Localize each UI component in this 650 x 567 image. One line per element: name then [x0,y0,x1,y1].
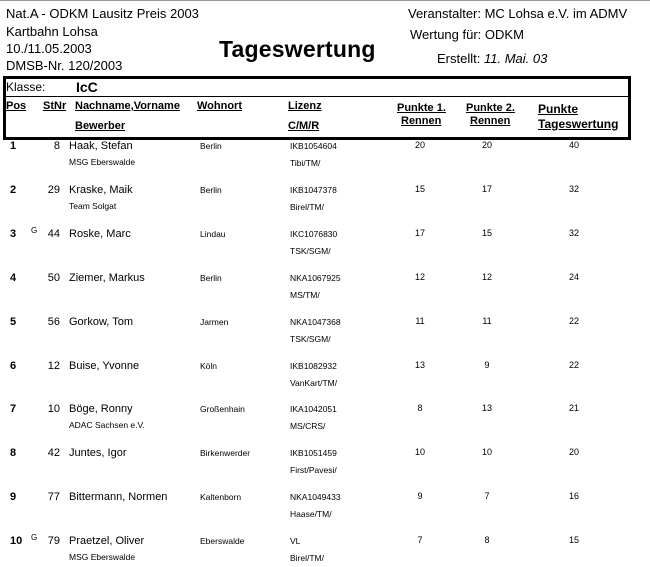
klasse-label: Klasse: [6,80,46,94]
row-name: Gorkow, Tom [69,316,133,328]
row-points-total: 32 [568,184,579,194]
row-points-total: 21 [568,403,579,413]
document-title: Tageswertung [219,36,376,62]
row-stnr: 29 [47,184,60,196]
row-stnr: 50 [47,272,60,284]
row-points-race1: 8 [417,403,423,413]
row-wohnort: Jarmen [200,317,229,327]
row-stnr: 56 [47,316,60,328]
row-wohnort: Berlin [200,141,222,151]
row-g-mark: G [31,533,38,542]
row-pos: 9 [10,491,17,503]
klasse-value: IcC [76,79,98,95]
organizer: Veranstalter: MC Lohsa e.V. im ADMV [408,6,628,21]
row-stnr: 12 [47,360,60,372]
row-points-total: 16 [568,491,579,501]
col-total-line1: Punkte [538,102,579,116]
row-cmr: Haase/TM/ [290,509,332,519]
row-wohnort: Köln [200,361,218,371]
row-cmr: Birel/TM/ [290,553,324,563]
col-p1-line2: Rennen [401,115,442,127]
row-bewerber: Team Solgat [69,201,117,211]
row-name: Ziemer, Markus [69,272,145,284]
col-cmr: C/M/R [288,120,320,132]
row-wohnort: Berlin [200,185,222,195]
row-name: Praetzel, Oliver [69,535,145,547]
row-stnr: 44 [47,228,60,240]
row-stnr: 8 [53,140,60,152]
col-p1-line1: Punkte 1. [397,102,446,114]
row-name: Bittermann, Normen [69,491,168,503]
row-name: Kraske, Maik [69,184,133,196]
row-stnr: 79 [47,535,60,547]
venue: Kartbahn Lohsa [6,24,98,39]
row-points-race1: 17 [414,228,425,238]
row-wohnort: Birkenwerder [200,448,251,458]
row-bewerber: ADAC Sachsen e.V. [69,420,145,430]
row-cmr: TSK/SGM/ [290,334,331,344]
row-cmr: MS/CRS/ [290,421,326,431]
row-pos: 6 [10,360,17,372]
row-lizenz: NKA1067925 [290,273,341,283]
created-date: 11. Mai. 03 [483,51,548,66]
col-pos: Pos [6,100,27,112]
event-title: Nat.A - ODKM Lausitz Preis 2003 [6,6,199,21]
row-pos: 8 [10,447,17,459]
row-wohnort: Kaltenborn [200,492,242,502]
row-points-race2: 8 [484,535,490,545]
row-points-race2: 9 [484,360,490,370]
dmsb-number: DMSB-Nr. 120/2003 [6,58,123,73]
row-points-race2: 20 [481,140,492,150]
created-line [437,51,547,66]
row-bewerber: MSG Eberswalde [69,552,136,562]
row-cmr: First/Pavesi/ [290,465,337,475]
row-points-race1: 20 [414,140,425,150]
rating-for: Wertung für: ODKM [410,27,524,42]
created-label: Erstellt: [437,51,481,66]
top-border-line [0,0,650,1]
klasse-divider [3,96,628,97]
row-name: Haak, Stefan [69,140,133,152]
row-g-mark: G [31,226,38,235]
row-points-race1: 10 [414,447,425,457]
col-name: Nachname,Vorname [75,100,180,112]
row-cmr: VanKart/TM/ [290,378,338,388]
row-points-total: 20 [568,447,579,457]
row-wohnort: Lindau [200,229,226,239]
row-points-race2: 7 [484,491,490,501]
row-points-race2: 11 [482,316,492,326]
row-pos: 1 [10,140,17,152]
col-wohnort: Wohnort [197,100,243,112]
row-points-total: 24 [568,272,579,282]
row-stnr: 77 [47,491,60,503]
row-cmr: Birel/TM/ [290,202,324,212]
row-pos: 3 [10,228,17,240]
row-points-race1: 15 [414,184,425,194]
row-wohnort: Eberswalde [200,536,245,546]
row-points-race2: 12 [481,272,492,282]
row-pos: 10 [10,535,23,547]
row-lizenz: NKA1047368 [290,317,341,327]
row-points-total: 22 [568,316,579,326]
row-name: Buise, Yvonne [69,360,140,372]
row-lizenz: IKB1051459 [290,448,337,458]
col-p2-line2: Rennen [470,115,511,127]
row-pos: 4 [10,272,17,284]
row-points-race1: 12 [414,272,425,282]
row-lizenz: IKB1047378 [290,185,337,195]
row-bewerber: MSG Eberswalde [69,157,136,167]
row-points-total: 40 [568,140,579,150]
row-points-race2: 17 [481,184,492,194]
row-points-race2: 13 [481,403,492,413]
row-stnr: 42 [47,447,60,459]
row-pos: 5 [10,316,17,328]
row-points-race1: 7 [417,535,423,545]
col-stnr: StNr [43,100,67,112]
row-points-total: 32 [568,228,579,238]
row-stnr: 10 [47,403,60,415]
row-pos: 7 [10,403,17,415]
row-points-race2: 10 [481,447,492,457]
col-lizenz: Lizenz [288,100,322,112]
row-points-total: 15 [568,535,579,545]
row-lizenz: IKC1076830 [290,229,338,239]
row-pos: 2 [10,184,17,196]
col-bewerber: Bewerber [75,120,126,132]
col-p2-line1: Punkte 2. [466,102,515,114]
event-dates: 10./11.05.2003 [6,41,92,56]
row-lizenz: IKB1054604 [290,141,337,151]
row-name: Juntes, Igor [69,447,127,459]
row-points-race2: 15 [481,228,492,238]
row-points-race1: 13 [414,360,425,370]
row-wohnort: Berlin [200,273,222,283]
row-cmr: Tibi/TM/ [290,158,321,168]
row-wohnort: Großenhain [200,404,245,414]
col-total-line2: Tageswertung [538,117,619,131]
row-cmr: TSK/SGM/ [290,246,331,256]
row-points-total: 22 [568,360,579,370]
row-lizenz: NKA1049433 [290,492,341,502]
row-name: Böge, Ronny [69,403,133,415]
row-points-race1: 11 [415,316,425,326]
row-lizenz: IKB1082932 [290,361,337,371]
row-cmr: MS/TM/ [290,290,320,300]
row-points-race1: 9 [417,491,423,501]
row-lizenz: VL [290,536,301,546]
row-name: Roske, Marc [69,228,131,240]
row-lizenz: IKA1042051 [290,404,337,414]
